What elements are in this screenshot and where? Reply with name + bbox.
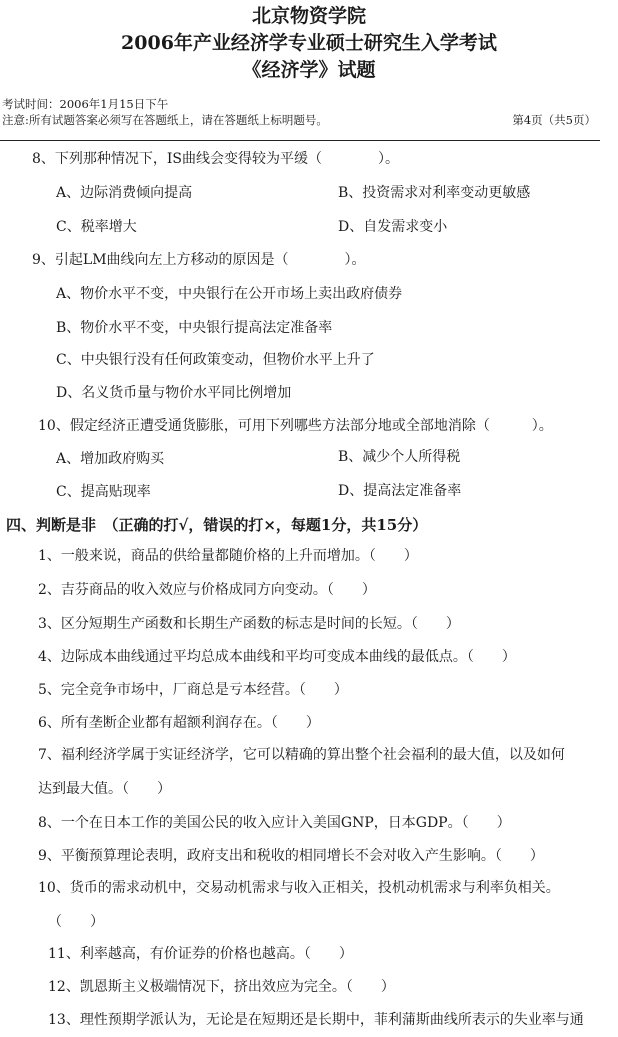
question-option: D、自发需求变小 bbox=[338, 219, 448, 235]
question-option: C、提高贴现率 bbox=[56, 484, 151, 500]
subject-title: 《经济学》试题 bbox=[242, 59, 376, 81]
question-option: D、提高法定准备率 bbox=[338, 483, 462, 499]
judgment-item: 7、福利经济学属于实证经济学，它可以精确的算出整个社会福利的最大值，以及如何 bbox=[38, 747, 565, 763]
section-heading: 四、判断是非 （正确的打√，错误的打×，每题1分，共15分） bbox=[6, 516, 428, 534]
exam-time: 考试时间：2006年1月15日下午 bbox=[2, 97, 169, 111]
school-name: 北京物资学院 bbox=[251, 5, 366, 27]
judgment-item-continued: 达到最大值。（ ） bbox=[38, 781, 171, 797]
question-option: D、名义货币量与物价水平同比例增加 bbox=[56, 385, 292, 401]
question-stem: 8、下列那种情况下，IS曲线会变得较为平缓（ ）。 bbox=[32, 151, 400, 167]
header-divider bbox=[0, 140, 600, 141]
judgment-item-continued: （ ） bbox=[48, 914, 104, 930]
exam-notice: 注意:所有试题答案必须写在答题纸上，请在答题纸上标明题号。 bbox=[2, 113, 328, 127]
judgment-item: 12、凯恩斯主义极端情况下，挤出效应为完全。（ ） bbox=[48, 979, 395, 995]
question-option: C、中央银行没有任何政策变动，但物价水平上升了 bbox=[56, 352, 375, 368]
page-number: 第4页（共5页） bbox=[512, 113, 596, 127]
judgment-item: 5、完全竞争市场中，厂商总是亏本经营。（ ） bbox=[38, 682, 348, 698]
question-stem: 10、假定经济正遭受通货膨胀，可用下列哪些方法部分地或全部地消除（ ）。 bbox=[38, 418, 553, 434]
question-option: B、投资需求对利率变动更敏感 bbox=[338, 185, 531, 201]
question-option: B、物价水平不变，中央银行提高法定准备率 bbox=[56, 320, 333, 336]
judgment-item: 3、区分短期生产函数和长期生产函数的标志是时间的长短。（ ） bbox=[38, 616, 460, 632]
judgment-item: 1、一般来说，商品的供给量都随价格的上升而增加。（ ） bbox=[38, 548, 418, 564]
judgment-item: 8、一个在日本工作的美国公民的收入应计入美国GNP，日本GDP。（ ） bbox=[38, 815, 511, 831]
judgment-item: 6、所有垄断企业都有超额利润存在。（ ） bbox=[38, 715, 320, 731]
judgment-item: 11、利率越高，有价证券的价格也越高。（ ） bbox=[48, 946, 353, 962]
exam-title: 2006年产业经济学专业硕士研究生入学考试 bbox=[121, 32, 497, 54]
question-stem: 9、引起LM曲线向左上方移动的原因是（ ）。 bbox=[32, 252, 366, 268]
judgment-item: 9、平衡预算理论表明，政府支出和税收的相同增长不会对收入产生影响。（ ） bbox=[38, 848, 544, 864]
question-option: A、边际消费倾向提高 bbox=[56, 185, 193, 201]
judgment-item: 10、货币的需求动机中，交易动机需求与收入正相关，投机动机需求与利率负相关。 bbox=[38, 880, 560, 896]
question-option: C、税率增大 bbox=[56, 219, 137, 235]
judgment-item: 13、理性预期学派认为，无论是在短期还是长期中，菲利蒲斯曲线所表示的失业率与通 bbox=[48, 1012, 584, 1028]
question-option: B、减少个人所得税 bbox=[338, 449, 461, 465]
question-option: A、增加政府购买 bbox=[56, 451, 165, 467]
judgment-item: 2、吉芬商品的收入效应与价格成同方向变动。（ ） bbox=[38, 582, 376, 598]
question-option: A、物价水平不变，中央银行在公开市场上卖出政府债券 bbox=[56, 286, 403, 302]
judgment-item: 4、边际成本曲线通过平均总成本曲线和平均可变成本曲线的最低点。（ ） bbox=[38, 649, 516, 665]
